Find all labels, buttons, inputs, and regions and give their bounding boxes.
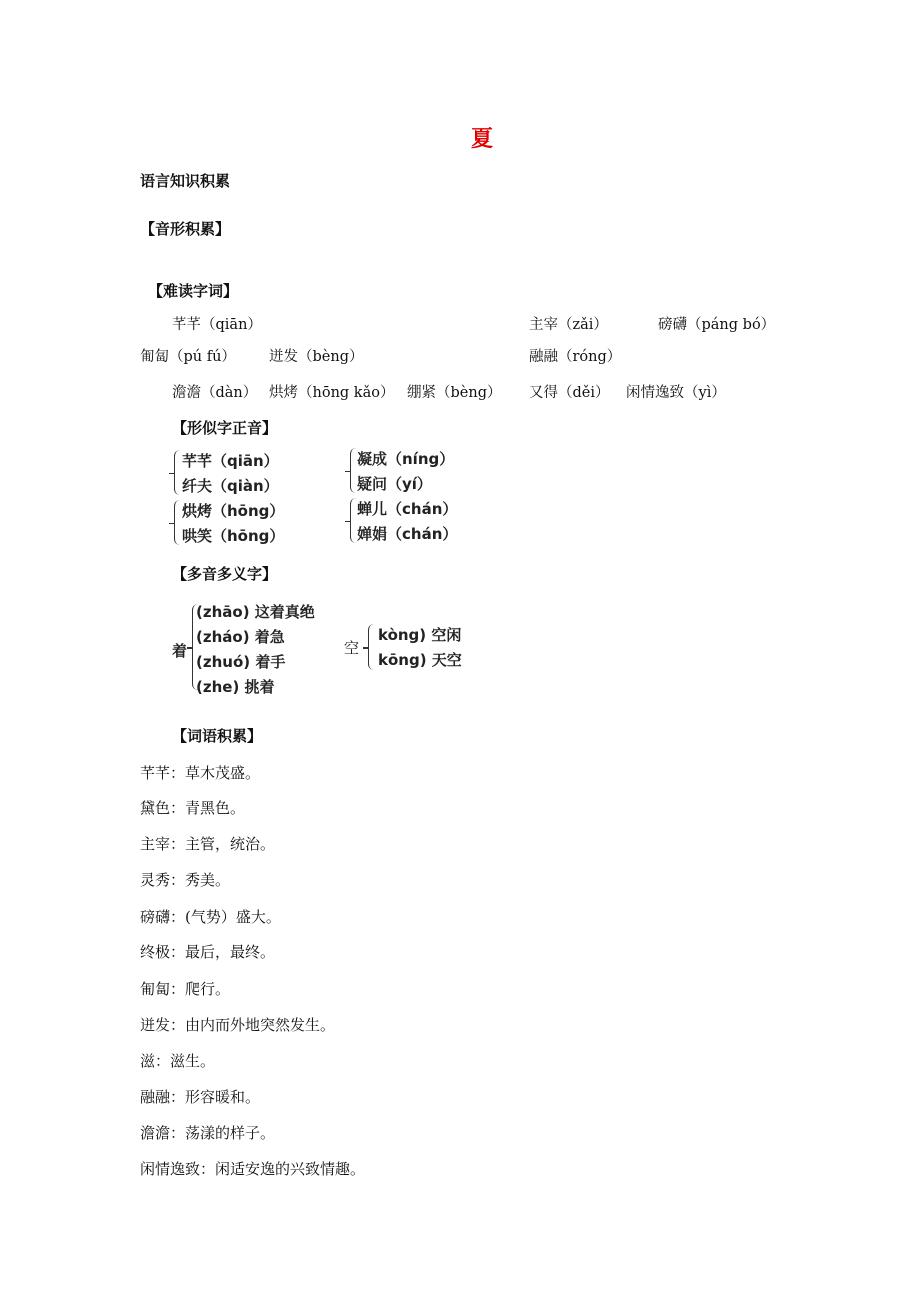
polyphone-item: (zháo) 着急 [196, 628, 285, 646]
polyphone-char: 着 [172, 642, 188, 660]
vocabulary-item: 闲情逸致：闲适安逸的兴致情趣。 [140, 1160, 366, 1178]
vocabulary-item: 芊芊：草木茂盛。 [140, 764, 261, 782]
brace [368, 624, 375, 670]
vocabulary-item: 迸发：由内而外地突然发生。 [140, 1016, 336, 1034]
polyphone-item: kòng) 空闲 [378, 626, 462, 644]
brace [350, 448, 357, 493]
word-item: 烘烤（hōng kǎo） [269, 385, 395, 401]
similar-char-item: 芊芊（qiān） [182, 452, 279, 470]
word-item: 迸发（bèng） [269, 349, 364, 365]
vocabulary-item: 主宰：主管，统治。 [140, 835, 276, 853]
word-item: 澹澹（dàn） [172, 385, 258, 401]
vocabulary-item: 磅礴：(气势）盛大。 [140, 908, 281, 926]
similar-char-item: 蝉儿（chán） [357, 500, 458, 518]
main-heading: 语言知识积累 [140, 172, 231, 190]
word-item: 闲情逸致（yì） [626, 385, 726, 401]
section-duoyin: 【多音多义字】 [172, 565, 278, 583]
vocabulary-item: 澹澹：荡漾的样子。 [140, 1124, 276, 1142]
page-title: 夏 [470, 126, 493, 152]
vocabulary-item: 黛色：青黑色。 [140, 799, 246, 817]
word-item: 融融（róng） [529, 349, 622, 365]
vocabulary-item: 灵秀：秀美。 [140, 871, 231, 889]
word-item: 又得（děi） [529, 385, 610, 401]
brace [174, 450, 181, 495]
similar-char-item: 凝成（níng） [357, 450, 455, 468]
brace [350, 498, 357, 543]
similar-char-item: 哄笑（hōng） [182, 527, 285, 545]
vocabulary-item: 滋：滋生。 [140, 1052, 216, 1070]
word-item: 匍匐（pú fú） [140, 349, 236, 365]
section-yinxing: 【音形积累】 [140, 220, 231, 238]
section-xingsi: 【形似字正音】 [172, 419, 278, 437]
vocabulary-item: 匍匐：爬行。 [140, 980, 231, 998]
similar-char-item: 烘烤（hōng） [182, 502, 285, 520]
polyphone-item: kōng) 天空 [378, 651, 462, 669]
polyphone-item: (zhe) 挑着 [196, 678, 275, 696]
similar-char-item: 纤夫（qiàn） [182, 477, 279, 495]
polyphone-char: 空 [344, 639, 360, 657]
word-item: 磅礴（páng bó） [658, 317, 776, 333]
brace [174, 500, 181, 545]
word-item: 芊芊（qiān） [172, 317, 262, 333]
vocabulary-item: 终极：最后，最终。 [140, 943, 276, 961]
polyphone-item: (zhāo) 这着真绝 [196, 603, 315, 621]
word-item: 主宰（zǎi） [529, 317, 608, 333]
word-item: 绷紧（bèng） [407, 385, 502, 401]
similar-char-item: 疑问（yí） [357, 475, 432, 493]
section-nandu: 【难读字词】 [148, 282, 239, 300]
polyphone-item: (zhuó) 着手 [196, 653, 286, 671]
similar-char-item: 婵娟（chán） [357, 525, 458, 543]
vocabulary-item: 融融：形容暖和。 [140, 1088, 261, 1106]
section-ciyu: 【词语积累】 [172, 727, 263, 745]
